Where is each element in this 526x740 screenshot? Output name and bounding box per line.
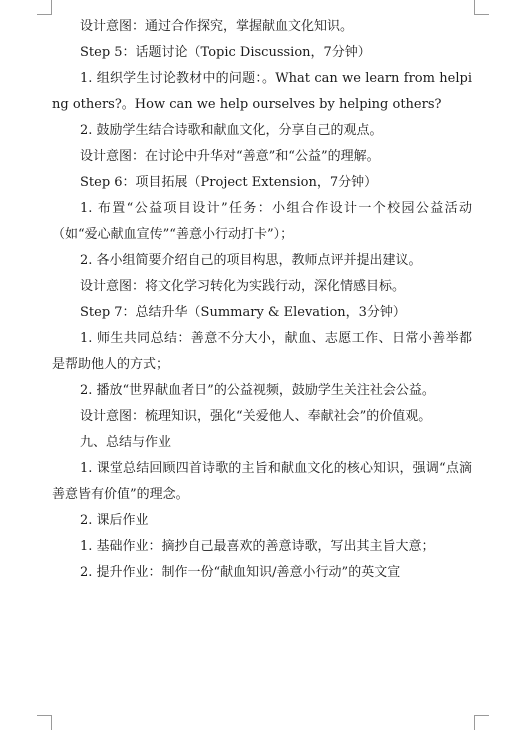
- list-item: 1. 课堂总结回顾四首诗歌的主旨和献血文化的核心知识，强调“点滴善意皆有价值”的理念。: [52, 461, 472, 502]
- list-item: 2. 提升作业：制作一份“献血知识/善意小行动”的英文宣: [80, 565, 401, 580]
- document-body: [52, 14, 472, 586]
- crop-mark-bottom-right: [474, 715, 489, 730]
- step-heading: Step 7：总结升华（Summary & Elevation，3分钟）: [80, 305, 406, 320]
- step-heading: Step 5：话题讨论（Topic Discussion，7分钟）: [80, 45, 371, 60]
- section-heading: 九、总结与作业: [80, 435, 172, 450]
- list-item: 2. 各小组简要介绍自己的项目构思，教师点评并提出建议。: [80, 253, 422, 268]
- design-intent-paragraph: 设计意图：通过合作探究，掌握献血文化知识。: [80, 19, 354, 34]
- crop-mark-top-left: [37, 0, 52, 15]
- design-intent-paragraph: 设计意图：梳理知识，强化“关爱他人、奉献社会”的价值观。: [80, 409, 432, 424]
- list-item: 2. 鼓励学生结合诗歌和献血文化，分享自己的观点。: [80, 123, 383, 138]
- list-item: 2. 课后作业: [80, 513, 149, 528]
- crop-mark-bottom-left: [37, 715, 52, 730]
- list-item: 1. 基础作业：摘抄自己最喜欢的善意诗歌，写出其主旨大意；: [80, 539, 435, 554]
- design-intent-paragraph: 设计意图：将文化学习转化为实践行动，深化情感目标。: [80, 279, 406, 294]
- list-item: 1. 师生共同总结：善意不分大小，献血、志愿工作、日常小善举都是帮助他人的方式；: [52, 331, 472, 372]
- list-item: 1. 布置“公益项目设计”任务：小组合作设计一个校园公益活动（如“爱心献血宣传”“善意小行动打卡”）；: [52, 201, 472, 242]
- list-item: 2. 播放“世界献血者日”的公益视频，鼓励学生关注社会公益。: [80, 383, 435, 398]
- crop-mark-top-right: [474, 0, 489, 15]
- step-heading: Step 6：项目拓展（Project Extension，7分钟）: [80, 175, 378, 190]
- list-item: 1. 组织学生讨论教材中的问题：。What can we learn from helping others?。How can we help ourselves by helping others?: [52, 71, 472, 112]
- design-intent-paragraph: 设计意图：在讨论中升华对“善意”和“公益”的理解。: [80, 149, 380, 164]
